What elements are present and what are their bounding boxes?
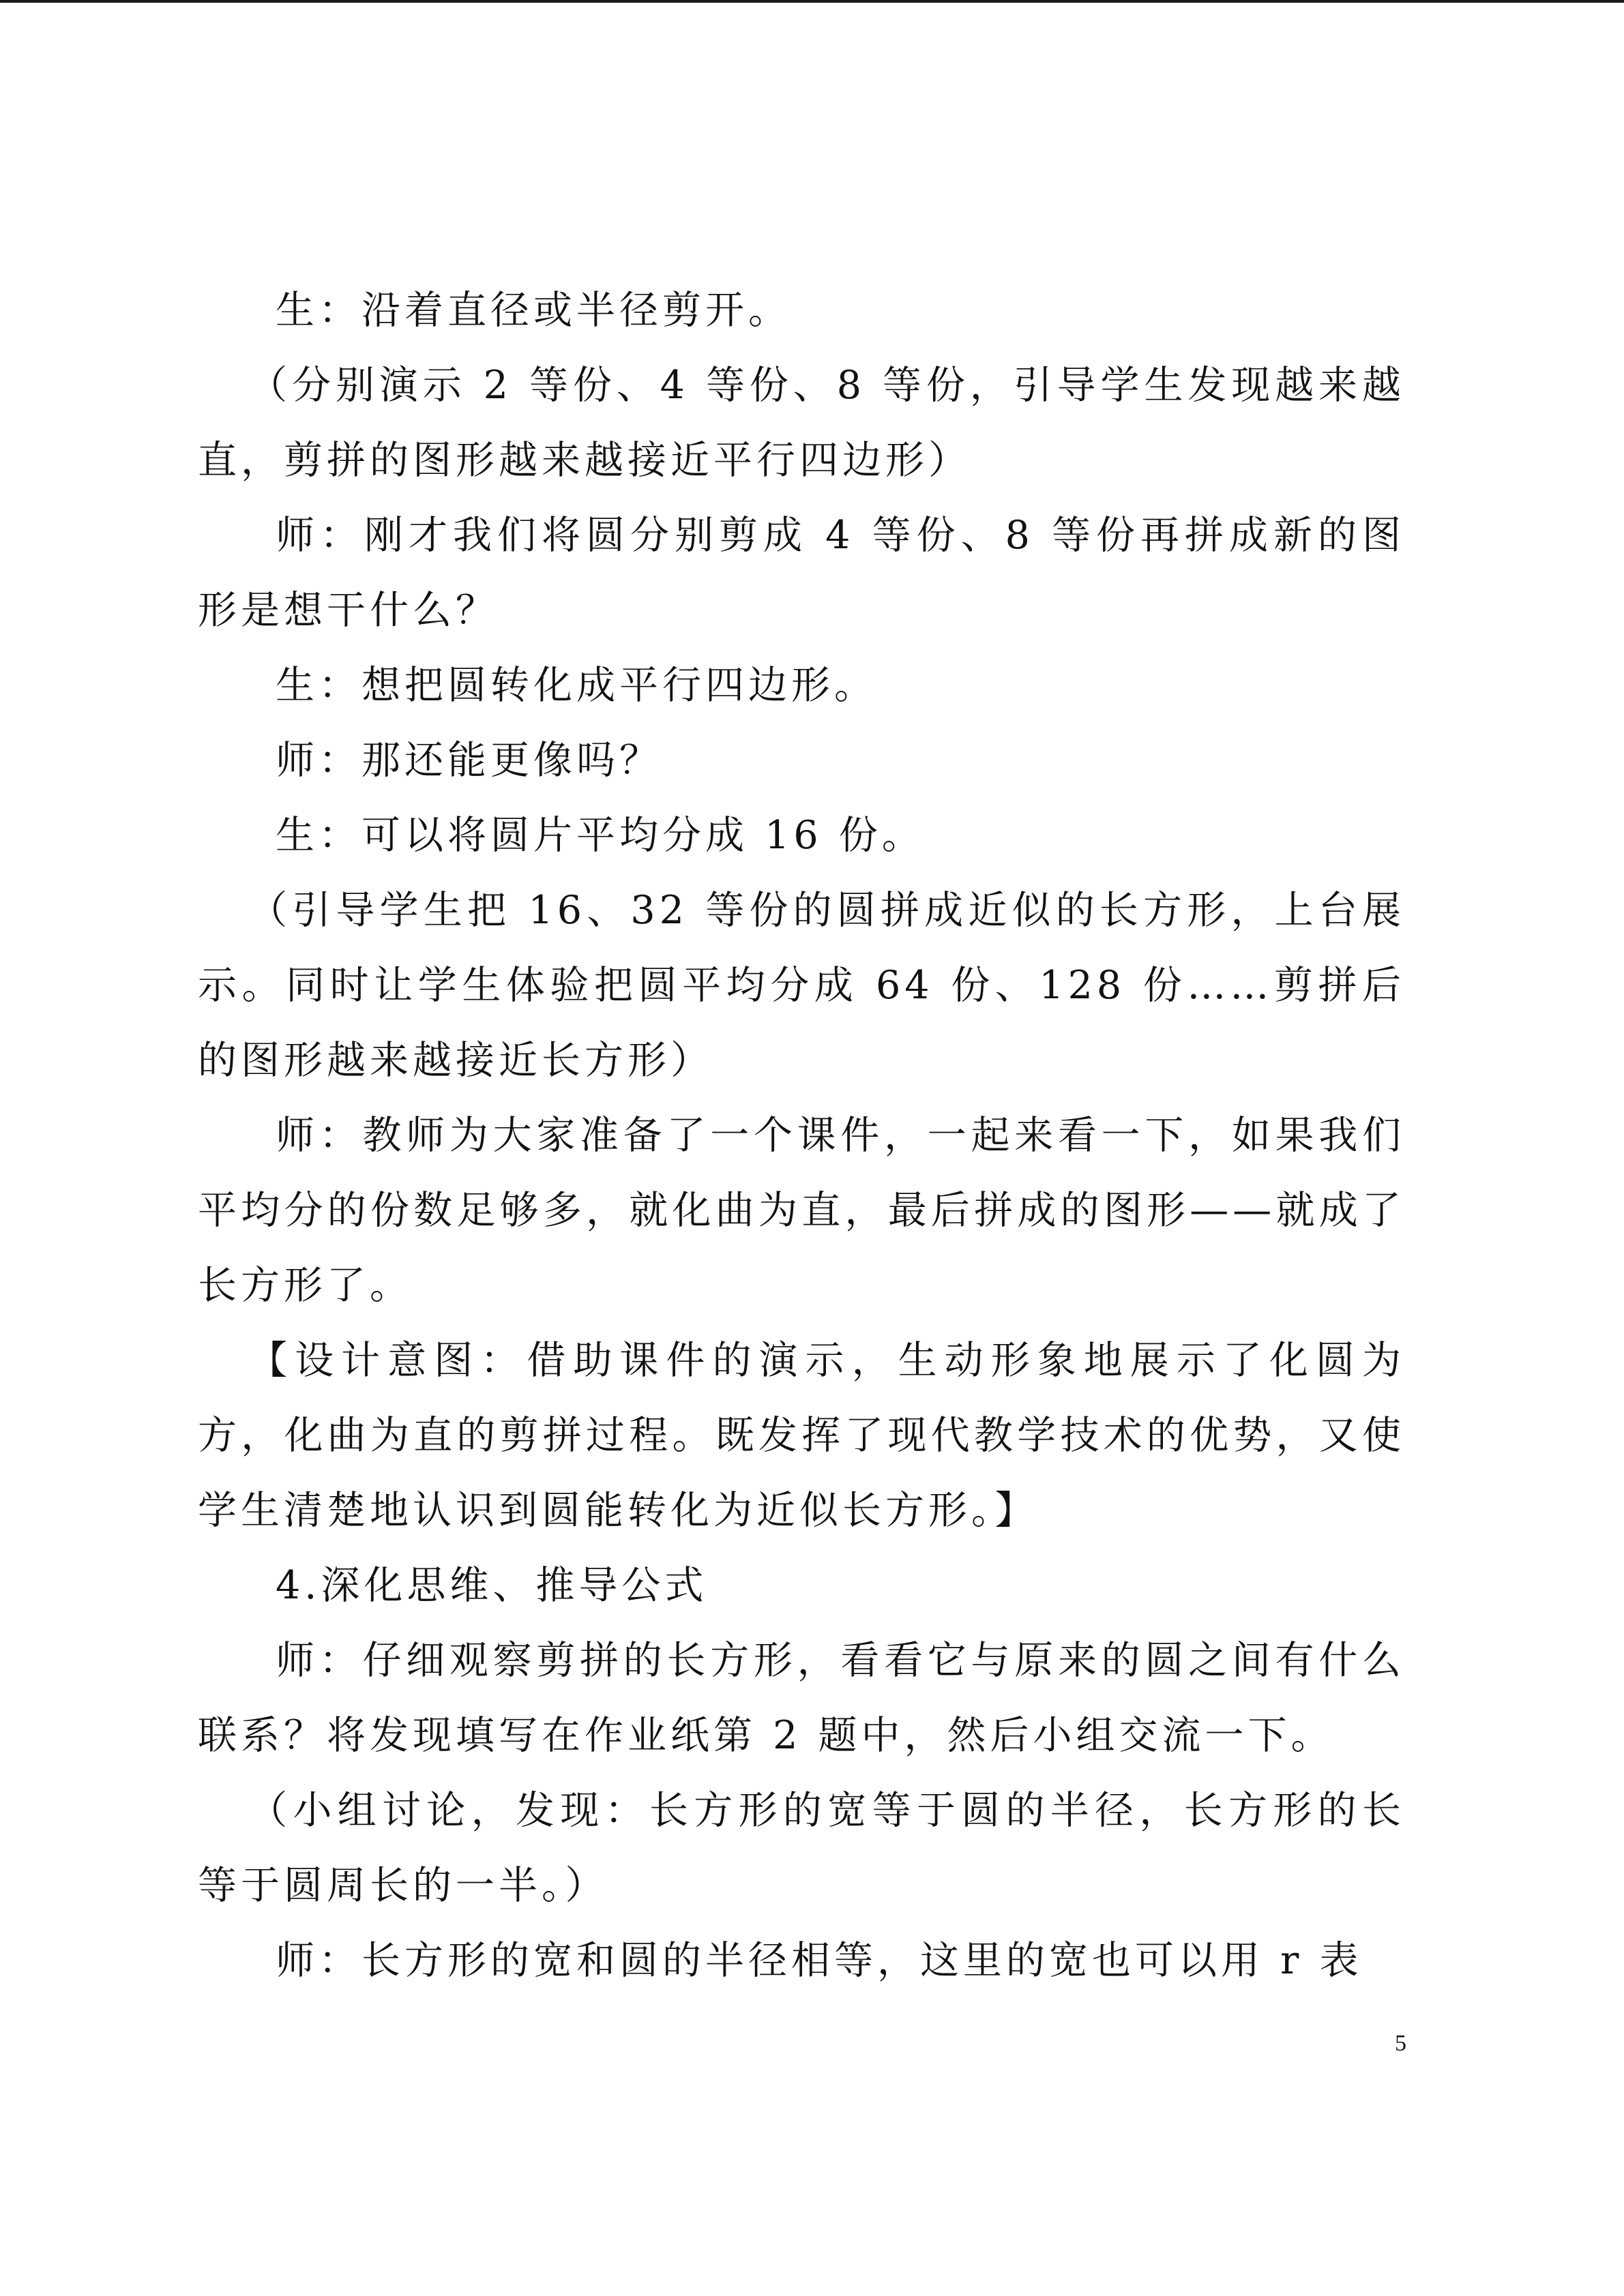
paragraph-student-3: 生：可以将圆片平均分成 16 份。	[276, 813, 925, 858]
paragraph-teacher-4: 师：仔细观察剪拼的长方形，看看它与原来的圆之间有什么联系？将发现填写在作业纸第 2 题中，然后小组交流一下。	[198, 1638, 1405, 1758]
paragraph-note-1: （分别演示 2 等份、4 等份、8 等份，引导学生发现越来越直，剪拼的图形越来越接近平行四边形）	[198, 363, 1405, 483]
section-heading: 4.深化思维、推导公式	[276, 1563, 708, 1608]
paragraph-teacher-1: 师：刚才我们将圆分别剪成 4 等份、8 等份再拼成新的图形是想干什么？	[198, 513, 1405, 633]
page-number: 5	[1395, 2031, 1406, 2056]
paragraph-teacher-3: 师：教师为大家准备了一个课件，一起来看一下，如果我们平均分的份数足够多，就化曲为直，最后拼成的图形——就成了长方形了。	[198, 1113, 1405, 1308]
document-body	[198, 273, 1405, 1998]
top-border-line	[0, 0, 1624, 3]
paragraph-note-2: （引导学生把 16、32 等份的圆拼成近似的长方形，上台展示。同时让学生体验把圆平均分成 64 份、128 份……剪拼后的图形越来越接近长方形）	[198, 888, 1405, 1083]
paragraph-note-3: （小组讨论，发现：长方形的宽等于圆的半径，长方形的长等于圆周长的一半。）	[198, 1788, 1405, 1908]
paragraph-student-1: 生：沿着直径或半径剪开。	[276, 288, 791, 333]
paragraph-teacher-5: 师：长方形的宽和圆的半径相等，这里的宽也可以用 r 表	[276, 1938, 1363, 1983]
paragraph-design-intent: 【设计意图：借助课件的演示，生动形象地展示了化圆为方，化曲为直的剪拼过程。既发挥了现代教学技术的优势，又使学生清楚地认识到圆能转化为近似长方形。】	[198, 1338, 1405, 1533]
paragraph-student-2: 生：想把圆转化成平行四边形。	[276, 663, 877, 708]
paragraph-teacher-2: 师：那还能更像吗？	[276, 738, 662, 783]
